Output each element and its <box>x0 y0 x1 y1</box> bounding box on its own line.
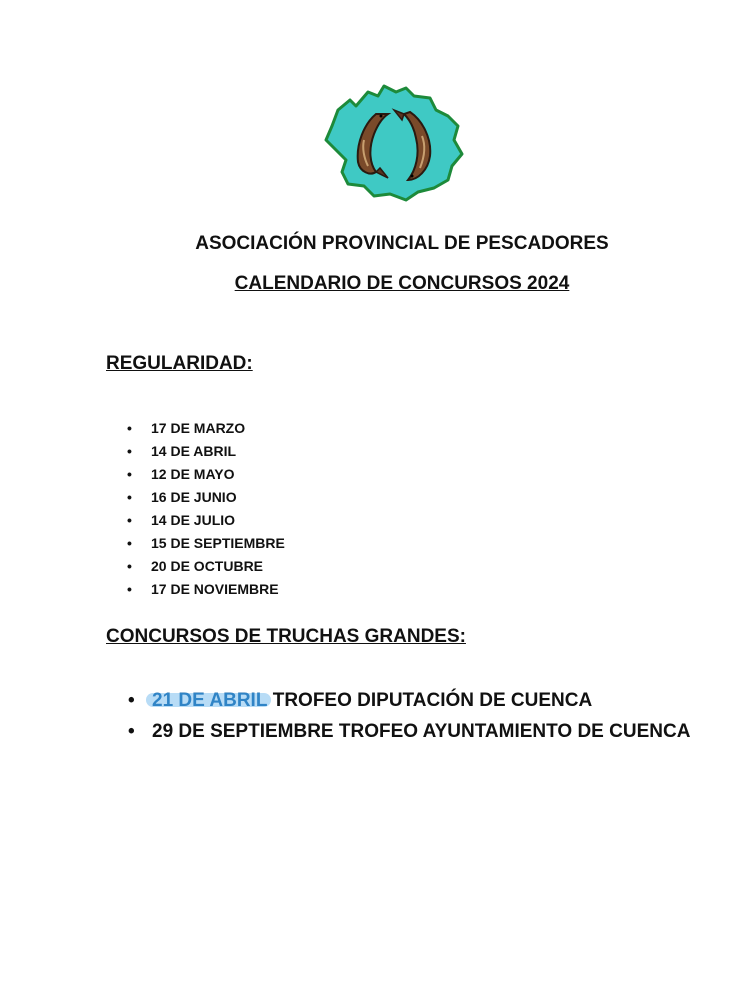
list-item <box>126 685 690 716</box>
regularidad-heading: REGULARIDAD: <box>106 353 253 374</box>
list-item: • 15 DE SEPTIEMBRE <box>126 532 285 555</box>
list-item: • 17 DE MARZO <box>126 417 285 440</box>
list-item: • 17 DE NOVIEMBRE <box>126 578 285 601</box>
regularidad-list <box>126 417 285 601</box>
list-item: • 14 DE ABRIL <box>126 440 285 463</box>
truchas-heading: CONCURSOS DE TRUCHAS GRANDES: <box>106 626 466 647</box>
list-item: • 12 DE MAYO <box>126 463 285 486</box>
list-item: • 14 DE JULIO <box>126 509 285 532</box>
event-date: 29 DE SEPTIEMBRE <box>152 721 334 742</box>
list-item: • 20 DE OCTUBRE <box>126 555 285 578</box>
calendar-title: CALENDARIO DE CONCURSOS 2024 <box>234 273 570 294</box>
organization-title: ASOCIACIÓN PROVINCIAL DE PESCADORES <box>195 233 609 254</box>
trophy-name: TROFEO AYUNTAMIENTO DE CUENCA <box>338 721 691 742</box>
list-item: • 16 DE JUNIO <box>126 486 285 509</box>
highlighted-date: 21 DE ABRIL <box>152 690 268 711</box>
fishing-association-logo <box>318 80 468 204</box>
trophy-name: TROFEO DIPUTACIÓN DE CUENCA <box>272 690 593 711</box>
list-item <box>126 716 690 747</box>
truchas-list <box>126 685 690 747</box>
